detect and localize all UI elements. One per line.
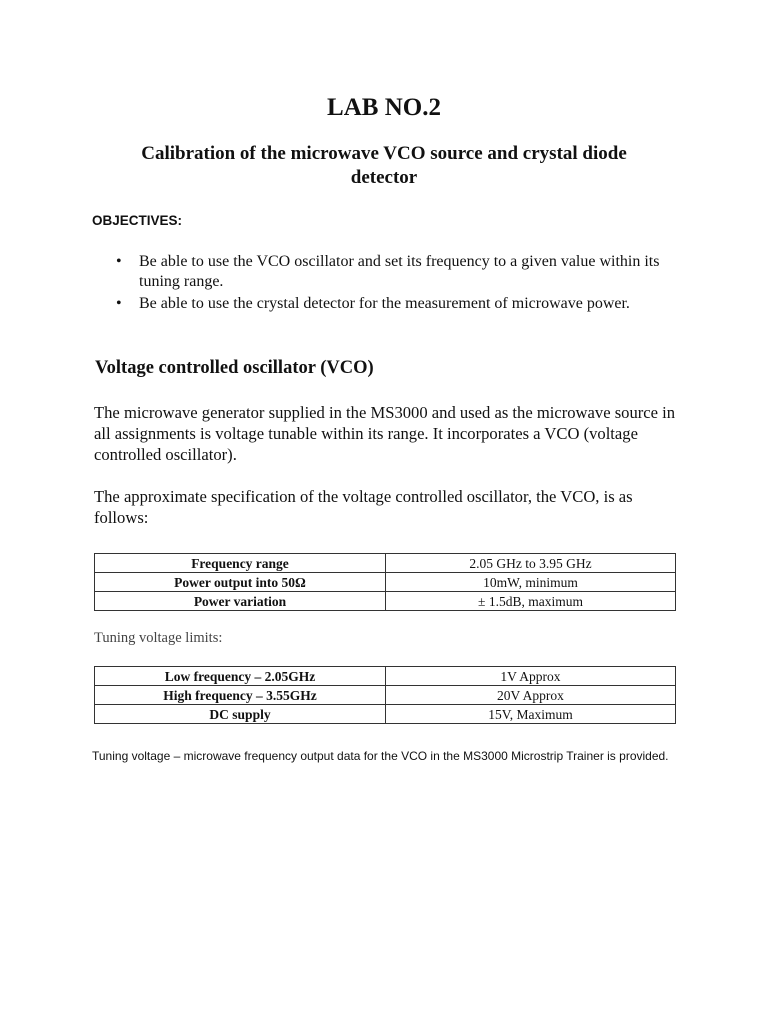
limit-label-cell: DC supply <box>95 705 386 724</box>
table-row <box>95 686 676 705</box>
table-row <box>95 573 676 592</box>
spec-value-cell: 2.05 GHz to 3.95 GHz <box>386 554 676 573</box>
section-heading: Voltage controlled oscillator (VCO) <box>95 358 374 378</box>
vco-spec-intro-paragraph: The approximate specification of the voltage controlled oscillator, the VCO, is as follows: <box>94 487 633 527</box>
limit-label-cell: High frequency – 3.55GHz <box>95 686 386 705</box>
spec-label-cell: Power variation <box>95 592 386 611</box>
table-row <box>95 592 676 611</box>
objectives-list <box>114 252 674 316</box>
table-row <box>95 554 676 573</box>
spec-label-cell: Frequency range <box>95 554 386 573</box>
limit-label-cell: Low frequency – 2.05GHz <box>95 667 386 686</box>
vco-description-paragraph: The microwave generator supplied in the MS3000 and used as the microwave source in all assignments is voltage tunable within its range. It incorporates a VCO (voltage controlled oscillator). <box>94 403 676 464</box>
footer-note: Tuning voltage – microwave frequency output data for the VCO in the MS3000 Microstrip Trainer is provided. <box>92 749 669 763</box>
limit-value-cell: 1V Approx <box>386 667 676 686</box>
table-row <box>95 705 676 724</box>
table-row <box>95 667 676 686</box>
tuning-limits-table <box>94 666 676 724</box>
bullet-icon: • <box>116 295 122 312</box>
tuning-voltage-label: Tuning voltage limits: <box>94 630 223 646</box>
limit-value-cell: 20V Approx <box>386 686 676 705</box>
spec-value-cell: ± 1.5dB, maximum <box>386 592 676 611</box>
document-subtitle: Calibration of the microwave VCO source and crystal diode detector <box>141 143 627 188</box>
objectives-heading: OBJECTIVES: <box>92 213 183 228</box>
objective-text: Be able to use the VCO oscillator and set its frequency to a given value within its tuning range. <box>139 253 660 290</box>
objective-text: Be able to use the crystal detector for the measurement of microwave power. <box>139 295 630 312</box>
spec-value-cell: 10mW, minimum <box>386 573 676 592</box>
limit-value-cell: 15V, Maximum <box>386 705 676 724</box>
bullet-icon: • <box>116 253 122 270</box>
page-title: LAB NO.2 <box>327 94 441 121</box>
spec-label-cell: Power output into 50Ω <box>95 573 386 592</box>
vco-spec-table <box>94 553 676 611</box>
objective-item <box>114 294 674 314</box>
objective-item <box>114 252 674 292</box>
